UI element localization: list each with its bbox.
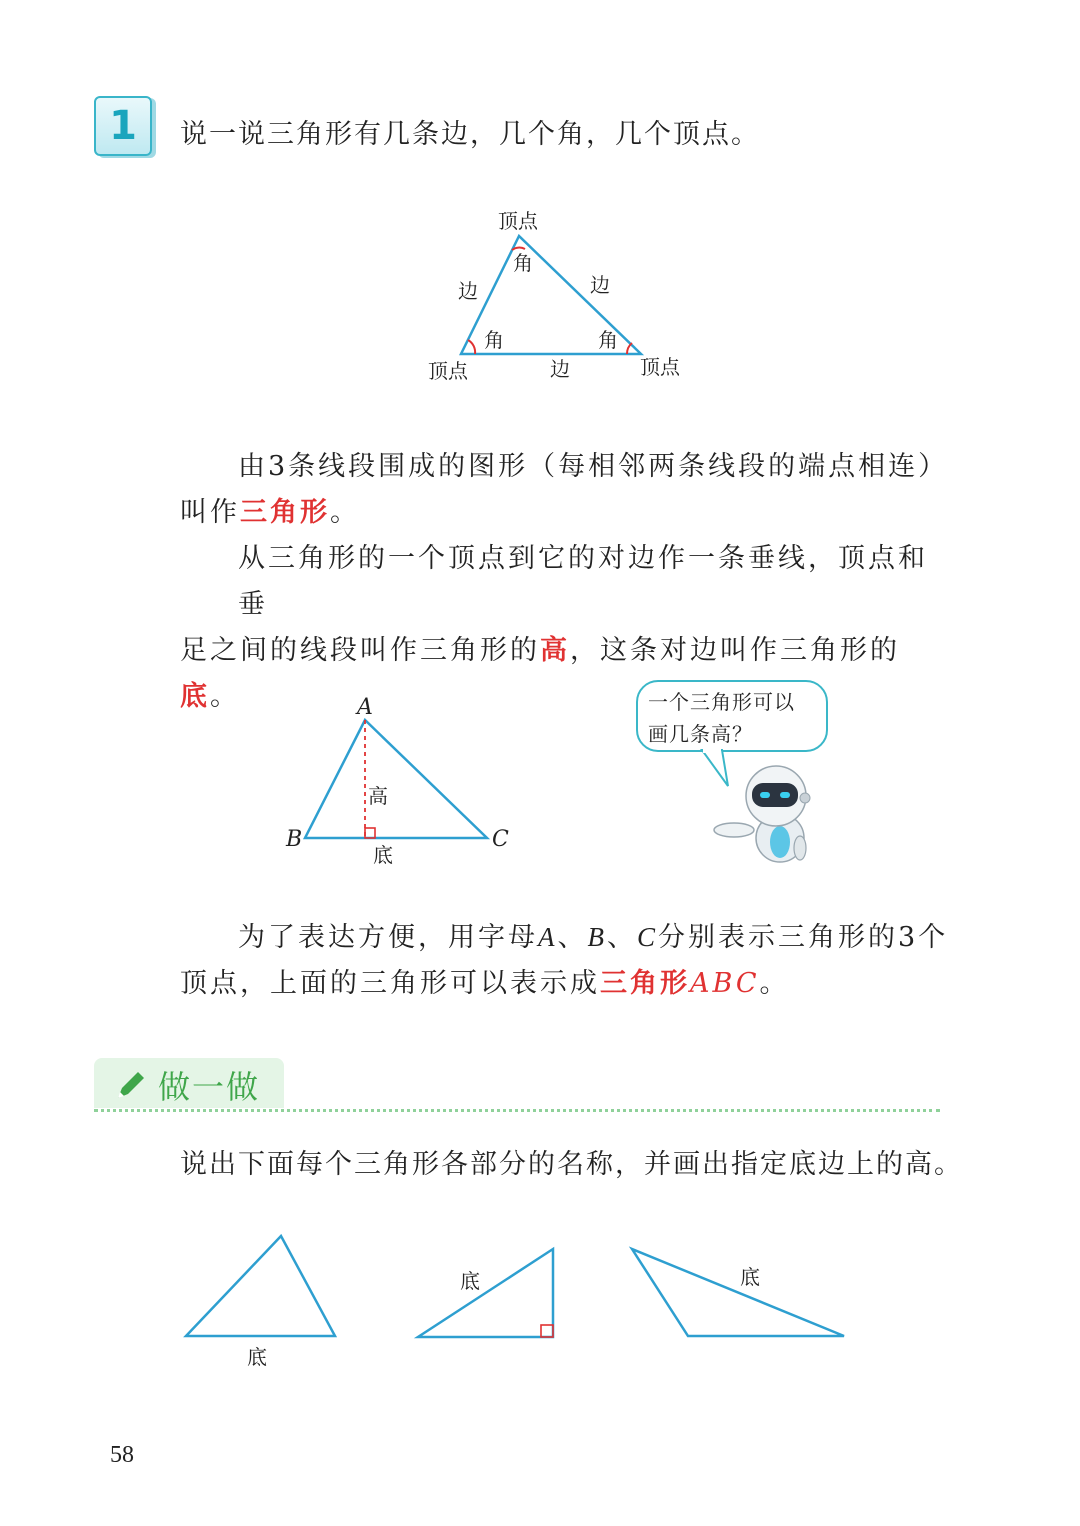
definition-line1: 由3条线段围成的图形（每相邻两条线段的端点相连） bbox=[238, 451, 949, 482]
right-vertex-label: 顶点 bbox=[640, 355, 680, 379]
practice-base-label-3: 底 bbox=[740, 1265, 760, 1289]
definition-line2-suffix: 。 bbox=[330, 497, 360, 528]
term-height: 高 bbox=[540, 635, 570, 666]
sep2: 、 bbox=[607, 922, 637, 953]
height-def-line2-prefix: 足之间的线段叫作三角形的 bbox=[180, 635, 540, 666]
term-base: 底 bbox=[180, 681, 210, 712]
letter-a: A bbox=[538, 922, 558, 952]
term-triangle-abc: 三角形 bbox=[600, 968, 690, 999]
height-label: 高 bbox=[368, 784, 388, 808]
right-angle-label: 角 bbox=[598, 328, 618, 352]
definition-line2-prefix: 叫作 bbox=[180, 497, 240, 528]
practice-triangle-3 bbox=[632, 1249, 844, 1336]
bubble-line2: 画几条高？ bbox=[648, 722, 753, 746]
practice-title: 做一做 bbox=[158, 1068, 261, 1106]
practice-right-angle-mark bbox=[541, 1325, 553, 1337]
abc-letters: ABC bbox=[690, 968, 760, 999]
letter-b: B bbox=[587, 922, 607, 952]
sep1: 、 bbox=[557, 922, 588, 953]
notation-l1b: 分别表示三角形的3个 bbox=[658, 922, 949, 953]
term-triangle: 三角形 bbox=[240, 497, 330, 528]
notation-l1a: 为了表达方便，用字母 bbox=[238, 922, 538, 953]
vertex-c-label: C bbox=[492, 827, 509, 852]
base-label: 底 bbox=[373, 843, 393, 867]
top-vertex-label: 顶点 bbox=[498, 209, 538, 233]
height-def-line2-middle: ，这条对边叫作三角形的 bbox=[570, 635, 900, 666]
practice-instruction: 说出下面每个三角形各部分的名称，并画出指定底边上的高。 bbox=[180, 1149, 963, 1180]
vertex-b-label: B bbox=[286, 827, 303, 852]
notation-l2a: 顶点，上面的三角形可以表示成 bbox=[180, 968, 600, 999]
left-side-label: 边 bbox=[458, 279, 478, 303]
height-def-line2-suffix: 。 bbox=[210, 681, 240, 712]
left-vertex-label: 顶点 bbox=[428, 359, 468, 383]
left-angle-label: 角 bbox=[484, 328, 504, 352]
top-angle-label: 角 bbox=[513, 251, 533, 275]
right-side-label: 边 bbox=[590, 273, 610, 297]
bottom-side-label: 边 bbox=[550, 357, 570, 381]
practice-base-label-2: 底 bbox=[460, 1269, 480, 1293]
bubble-line1: 一个三角形可以 bbox=[648, 690, 795, 714]
notation-l2-end: 。 bbox=[759, 968, 790, 999]
question-text: 说一说三角形有几条边，几个角，几个顶点。 bbox=[180, 119, 760, 150]
practice-triangle-2 bbox=[418, 1249, 553, 1337]
practice-base-label-1: 底 bbox=[247, 1345, 267, 1369]
section-number-badge: 1 bbox=[94, 96, 152, 156]
practice-triangle-1 bbox=[186, 1236, 335, 1336]
page-number: 58 bbox=[110, 1442, 134, 1468]
vertex-a-label: A bbox=[357, 695, 373, 720]
height-def-line1: 从三角形的一个顶点到它的对边作一条垂线，顶点和垂 bbox=[238, 543, 928, 620]
letter-c: C bbox=[637, 922, 659, 952]
